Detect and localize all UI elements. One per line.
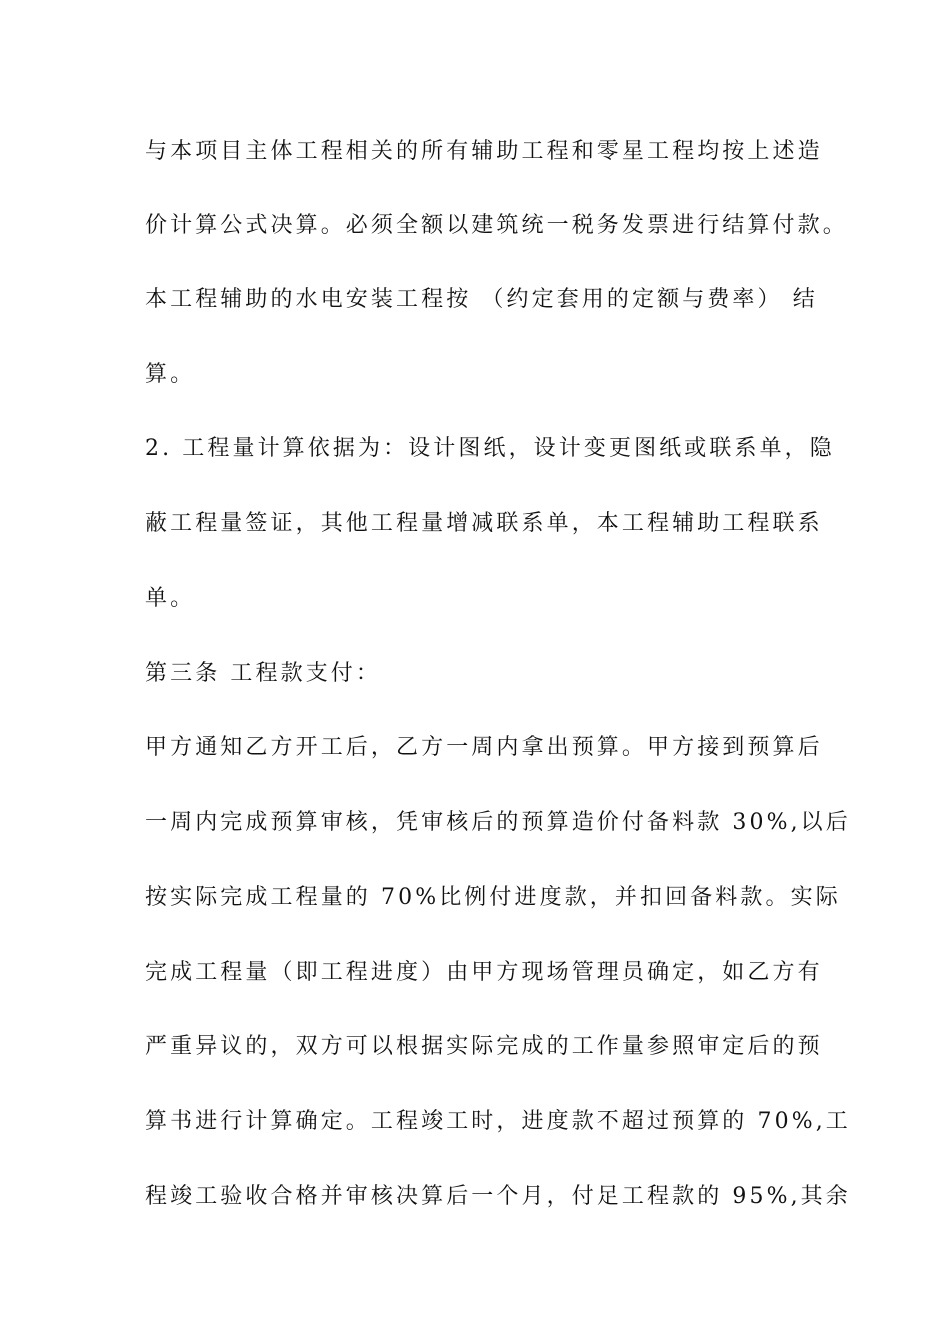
text-line-13: 严重异议的，双方可以根据实际完成的工作量参照审定后的预	[145, 1034, 823, 1059]
text-line-11: 按实际完成工程量的 70%比例付进度款，并扣回备料款。实际	[145, 885, 841, 910]
text-line-12: 完成工程量（即工程进度）由甲方现场管理员确定，如乙方有	[145, 960, 823, 985]
text-line-3: 本工程辅助的水电安装工程按 （约定套用的定额与费率） 结	[145, 287, 818, 312]
text-line-7: 单。	[145, 586, 196, 611]
text-line-5: 2. 工程量计算依据为：设计图纸，设计变更图纸或联系单，隐	[145, 436, 835, 461]
text-line-15: 程竣工验收合格并审核决算后一个月，付足工程款的 95%,其余	[145, 1184, 851, 1209]
text-line-2: 价计算公式决算。必须全额以建筑统一税务发票进行结算付款。	[145, 213, 848, 238]
text-line-9: 甲方通知乙方开工后，乙方一周内拿出预算。甲方接到预算后	[145, 735, 823, 760]
section-heading: 第三条 工程款支付：	[145, 661, 381, 686]
text-line-6: 蔽工程量签证，其他工程量增减联系单，本工程辅助工程联系	[145, 511, 823, 536]
text-line-10: 一周内完成预算审核，凭审核后的预算造价付备料款 30%,以后	[145, 810, 851, 835]
text-line-4: 算。	[145, 362, 196, 387]
text-line-1: 与本项目主体工程相关的所有辅助工程和零星工程均按上述造	[145, 139, 823, 164]
text-line-14: 算书进行计算确定。工程竣工时，进度款不超过预算的 70%,工	[145, 1109, 851, 1134]
